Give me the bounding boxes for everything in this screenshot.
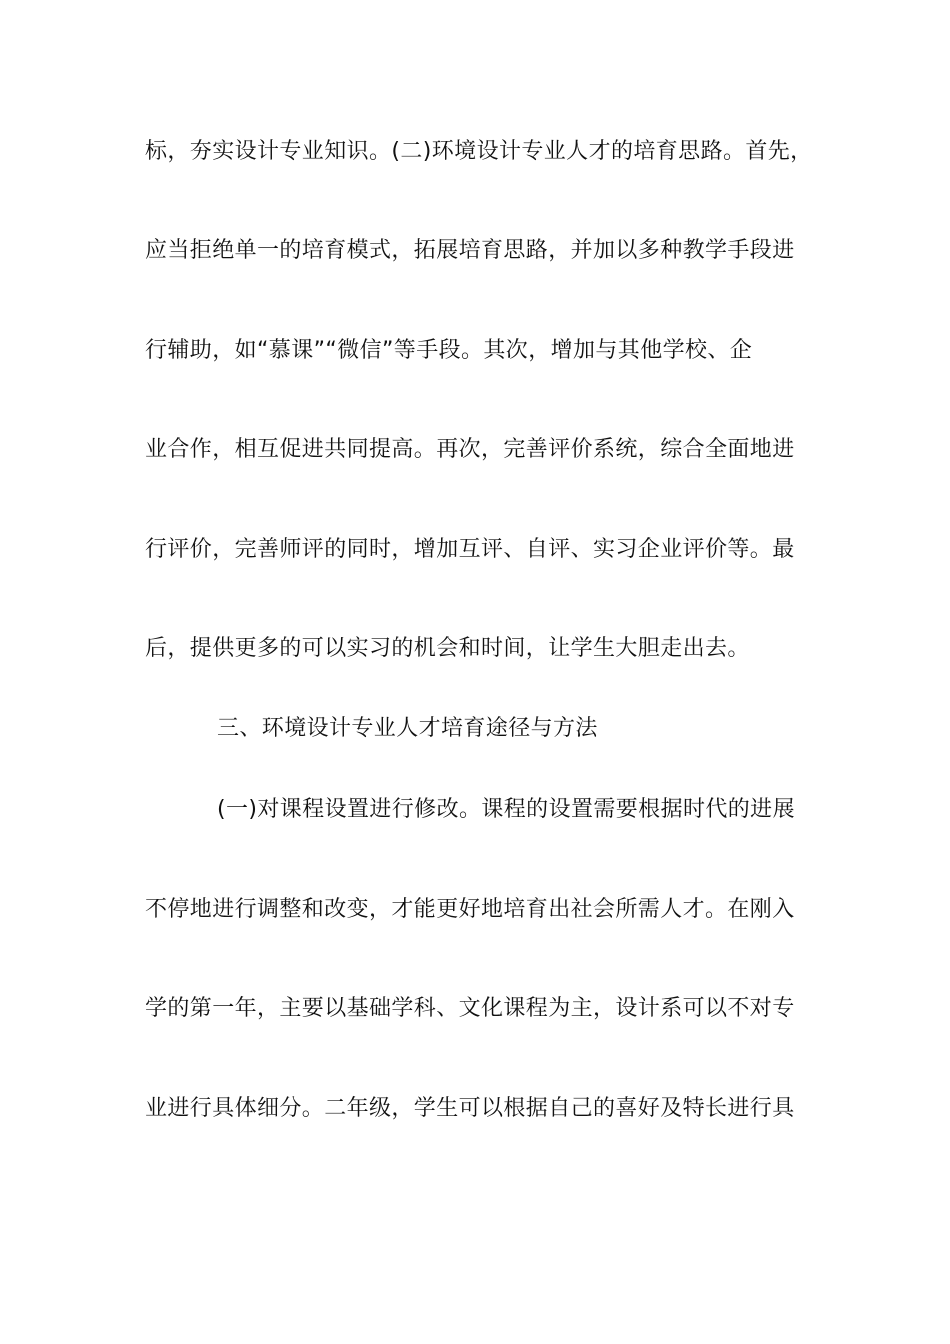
paragraph-line-6: 后，提供更多的可以实习的机会和时间，让学生大胆走出去。 (145, 636, 750, 661)
paragraph-line-2: 应当拒绝单一的培育模式，拓展培育思路，并加以多种教学手段进 (145, 238, 795, 263)
paragraph-line-10: 业进行具体细分。二年级，学生可以根据自己的喜好及特长进行具 (145, 1096, 795, 1121)
paragraph-line-8: 不停地进行调整和改变，才能更好地培育出社会所需人才。在刚入 (145, 897, 795, 922)
paragraph-line-1: 标，夯实设计专业知识。(二)环境设计专业人才的培育思路。首先， (145, 139, 813, 164)
section-heading: 三、环境设计专业人才培育途径与方法 (217, 716, 598, 741)
paragraph-line-7: (一)对课程设置进行修改。课程的设置需要根据时代的进展 (217, 797, 795, 822)
paragraph-line-3: 行辅助，如“慕课”“微信”等手段。其次，增加与其他学校、企 (145, 338, 753, 363)
paragraph-line-5: 行评价，完善师评的同时，增加互评、自评、实习企业评价等。最 (145, 537, 795, 562)
paragraph-line-9: 学的第一年，主要以基础学科、文化课程为主，设计系可以不对专 (145, 996, 795, 1021)
paragraph-line-4: 业合作，相互促进共同提高。再次，完善评价系统，综合全面地进 (145, 437, 795, 462)
